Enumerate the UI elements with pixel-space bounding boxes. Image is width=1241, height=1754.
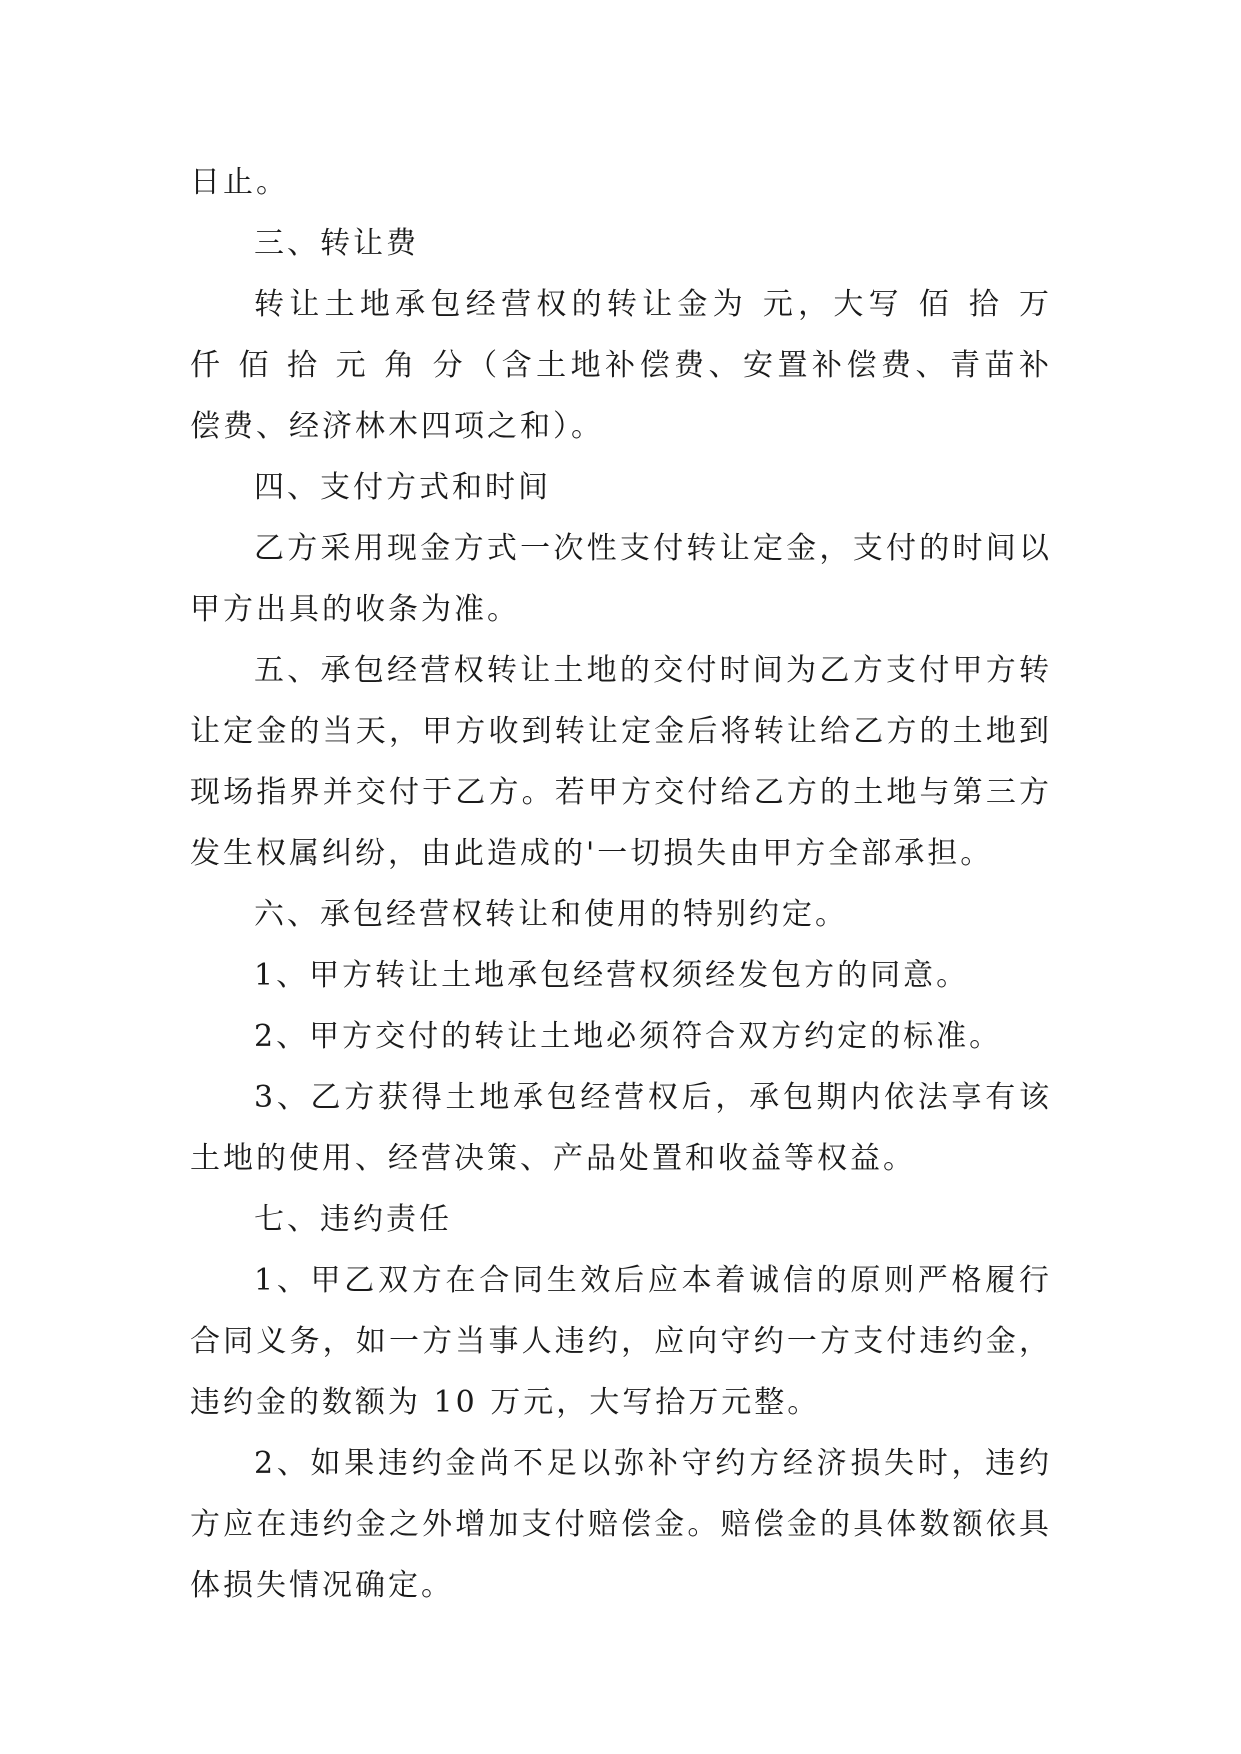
text-line: 违约金的数额为 10 万元，大写拾万元整。: [190, 1385, 821, 1420]
text-line: 乙方采用现金方式一次性支付转让定金，支付的时间以: [254, 531, 1052, 566]
section-heading-special-terms: 六、承包经营权转让和使用的特别约定。: [254, 897, 848, 932]
text-line: 日止。: [190, 165, 289, 200]
text-line: 1、甲方转让土地承包经营权须经发包方的同意。: [254, 958, 970, 993]
text-line: 体损失情况确定。: [190, 1568, 454, 1603]
section-heading-payment: 四、支付方式和时间: [254, 470, 551, 505]
text-line: 3、乙方获得土地承包经营权后，承包期内依法享有该: [254, 1080, 1052, 1115]
text-line: 五、承包经营权转让土地的交付时间为乙方支付甲方转: [254, 653, 1052, 688]
text-line: 2、如果违约金尚不足以弥补守约方经济损失时，违约: [254, 1446, 1052, 1481]
text-line: 仟 佰 拾 元 角 分（含土地补偿费、安置补偿费、青苗补: [190, 348, 1052, 383]
text-line: 1、甲乙双方在合同生效后应本着诚信的原则严格履行: [254, 1263, 1052, 1298]
contract-text: [190, 152, 1052, 1616]
section-heading-transfer-fee: 三、转让费: [254, 226, 419, 261]
text-line: 2、甲方交付的转让土地必须符合双方约定的标准。: [254, 1019, 1003, 1054]
text-line: 转让土地承包经营权的转让金为 元，大写 佰 拾 万: [254, 287, 1052, 322]
text-line: 偿费、经济林木四项之和）。: [190, 409, 604, 444]
text-line: 土地的使用、经营决策、产品处置和收益等权益。: [190, 1141, 916, 1176]
section-heading-liability: 七、违约责任: [254, 1202, 452, 1237]
text-line: 合同义务，如一方当事人违约，应向守约一方支付违约金，: [190, 1324, 1052, 1359]
text-line: 发生权属纠纷，由此造成的'一切损失由甲方全部承担。: [190, 836, 994, 871]
text-line: 甲方出具的收条为准。: [190, 592, 520, 627]
text-line: 现场指界并交付于乙方。若甲方交付给乙方的土地与第三方: [190, 775, 1052, 810]
text-line: 让定金的当天，甲方收到转让定金后将转让给乙方的土地到: [190, 714, 1052, 749]
text-line: 方应在违约金之外增加支付赔偿金。赔偿金的具体数额依具: [190, 1507, 1052, 1542]
